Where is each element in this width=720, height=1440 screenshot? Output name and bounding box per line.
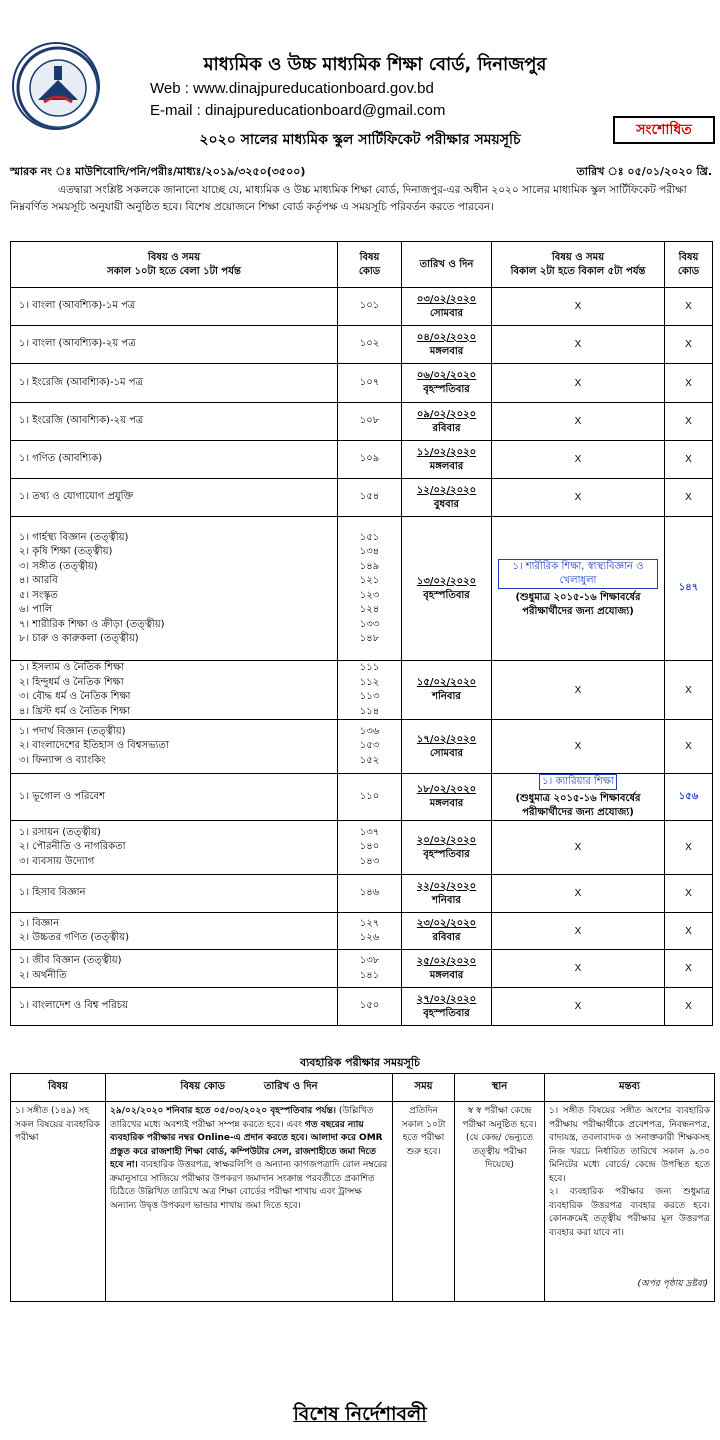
row-date xyxy=(402,875,492,913)
date-text: ১৫/০২/২০২০ xyxy=(416,677,477,688)
date-text: ০৯/০২/২০২০ xyxy=(416,408,477,420)
row-subjects: ১। ইসলাম ও নৈতিক শিক্ষা ২। হিন্দুধর্ম ও নৈতিক শিক্ষা ৩। বৌদ্ধ ধর্ম ও নৈতিক শিক্ষা ৪। খ্রিস্ট ধর্ম ও নৈতিক শিক্ষা xyxy=(11,661,338,720)
row-date xyxy=(402,661,492,720)
row-pm-code: X xyxy=(665,403,713,441)
day-text: বুধবার xyxy=(433,498,460,510)
row-date xyxy=(402,913,492,950)
schedule-row xyxy=(11,441,713,479)
day-text: শনিবার xyxy=(432,691,461,702)
schedule-row xyxy=(11,288,713,326)
row-pm-code: X xyxy=(665,720,713,774)
date-text: ১৩/০২/২০২০ xyxy=(416,575,477,587)
day-text: সোমবার xyxy=(429,307,464,319)
schedule-row xyxy=(11,403,713,441)
row-date xyxy=(402,441,492,479)
website-text: Web : www.dinajpureducationboard.gov.bd xyxy=(150,80,434,97)
date-text: ১১/০২/২০২০ xyxy=(416,446,477,458)
row-subjects: ১। বিজ্ঞান ২। উচ্চতর গণিত (তত্ত্বীয়) xyxy=(11,913,338,950)
day-text: রবিবার xyxy=(432,422,461,434)
date-header: তারিখ ও দিন xyxy=(402,242,492,288)
row-date xyxy=(402,364,492,403)
schedule-row xyxy=(11,875,713,913)
row-subjects: ১। রসায়ন (তত্ত্বীয়) ২। পৌরনীতি ও নাগরিকতা ৩। ব্যবসায় উদ্যোগ xyxy=(11,821,338,875)
next-page-note: (অপর পৃষ্ঠায় দ্রষ্টব্য) xyxy=(637,1279,708,1289)
row-subjects: ১। বাংলা (আবশ্যিক)-১ম পত্র xyxy=(11,288,338,326)
practical-row xyxy=(11,1102,715,1302)
date-text: ২৩/০২/২০২০ xyxy=(416,918,477,929)
row-date xyxy=(402,288,492,326)
row-codes: ১১০ xyxy=(338,774,402,821)
date-text: ০৩/০২/২০২০ xyxy=(416,293,477,305)
row-codes: ১০৮ xyxy=(338,403,402,441)
prac-date-cell xyxy=(106,1102,393,1302)
row-pm-code: X xyxy=(665,326,713,364)
row-codes: ১৩৭ ১৪০ ১৪৩ xyxy=(338,821,402,875)
row-codes: ১০৯ xyxy=(338,441,402,479)
row-date xyxy=(402,950,492,988)
day-text: রবিবার xyxy=(432,932,461,943)
date-text: ২৫/০২/২০২০ xyxy=(416,955,477,967)
row-subjects: ১। তথ্য ও যোগাযোগ প্রযুক্তি xyxy=(11,479,338,517)
prac-remark-1: ১। সঙ্গীত বিষয়ের সঙ্গীত অংশের ব্যবহারিক পরীক্ষায় পরীক্ষার্থীকে প্রবেশপত্র, নিবন্ধনপত্র, বাদ্যযন্ত্র, তবলাবাদক ও সনাক্তকারী শিক্ষকসহ নিজ খরচে নির্ধারিত তারিখে সকাল ৯.৩০ মিনিটের মধ্যে বোর্ডে/ কেন্দ্রে উপস্থিত হতে হবে। xyxy=(549,1106,711,1184)
row-pm-subject: X xyxy=(492,950,665,988)
schedule-header-row xyxy=(11,242,713,288)
practical-table xyxy=(10,1073,715,1302)
date-text: ২৭/০২/২০২০ xyxy=(416,993,477,1005)
row-pm-code: X xyxy=(665,950,713,988)
row-codes: ১১১ ১১২ ১১৩ ১১৪ xyxy=(338,661,402,720)
special-instructions-title: বিশেষ নির্দেশাবলী xyxy=(293,1403,427,1425)
memo-date: তারিখ ঃ ০৫/০১/২০২০ খ্রি. xyxy=(576,165,712,178)
row-codes: ১৫০ xyxy=(338,988,402,1026)
row-pm-subject: X xyxy=(492,913,665,950)
prac-code-date-header xyxy=(106,1074,393,1102)
intro-paragraph: এতদ্বারা সংশ্লিষ্ট সকলকে জানানো যাচ্ছে যে, মাধ্যমিক ও উচ্চ মাধ্যমিক শিক্ষা বোর্ড, দিনাজপুর-এর অধীন ২০২০ সালের মাধ্যমিক স্কুল সার্টিফিকেট পরীক্ষা নিম্নবর্ণিত সময়সূচি অনুযায়ী অনুষ্ঠিত হবে। বিশেষ প্রয়োজনে শিক্ষা বোর্ড কর্তৃপক্ষ এ সময়সূচি পরিবর্তন করতে পারবেন। xyxy=(10,184,687,213)
row-date xyxy=(402,326,492,364)
row-subjects: ১। গার্হস্থ্য বিজ্ঞান (তত্ত্বীয়) ২। কৃষি শিক্ষা (তত্ত্বীয়) ৩। সঙ্গীত (তত্ত্বীয়) ৪। আরবি ৫। সংস্কৃত ৬। পালি ৭। শারীরিক শিক্ষা ও ক্রীড়া (তত্ত্বীয়) ৮। চারু ও কারুকলা (তত্ত্বীয়) xyxy=(11,517,338,661)
prac-remark-2: ২। ব্যবহারিক পরীক্ষার জন্য শুধুমাত্র ব্যবহারিক উত্তরপত্র ব্যবহার করতে হবে। কোনক্রমেই তত্ত্বীয় পরীক্ষার মূল উত্তরপত্র ব্যবহার করা যাবে না। xyxy=(549,1187,711,1238)
row-pm-subject: X xyxy=(492,875,665,913)
pm-subject-note: (শুধুমাত্র ২০১৫-১৬ শিক্ষাবর্ষের পরীক্ষার্থীদের জন্য প্রযোজ্য) xyxy=(515,793,641,818)
row-codes: ১৫৪ xyxy=(338,479,402,517)
date-text: ০৬/০২/২০২০ xyxy=(416,370,477,381)
row-pm-code: X xyxy=(665,661,713,720)
prac-code-header: বিষয় কোড xyxy=(180,1081,226,1092)
row-date xyxy=(402,988,492,1026)
prac-remark-header: মন্তব্য xyxy=(545,1074,715,1102)
prac-time: প্রতিদিন সকাল ১০টা হতে পরীক্ষা শুরু হবে। xyxy=(393,1102,455,1302)
row-subjects: ১। ভূগোল ও পরিবেশ xyxy=(11,774,338,821)
row-pm-code: X xyxy=(665,875,713,913)
day-text: বৃহস্পতিবার xyxy=(423,589,470,601)
memo-reference: স্মারক নং ঃ মাউশিবোদি/পনি/পরীঃ/মাধ্যঃ/২০১৯/৩২৫০(৩৫০০) xyxy=(10,165,306,178)
prac-place: স্ব স্ব পরীক্ষা কেন্দ্রে পরীক্ষা অনুষ্ঠিত হবে। (যে কেন্দ্র/ ভেন্যুতে তত্ত্বীয় পরীক্ষা দিয়েছে) xyxy=(455,1102,545,1302)
row-date xyxy=(402,479,492,517)
row-pm-code: ১৫৬ xyxy=(665,774,713,821)
schedule-row xyxy=(11,988,713,1026)
row-date xyxy=(402,821,492,875)
row-subjects: ১। জীব বিজ্ঞান (তত্ত্বীয়) ২। অর্থনীতি xyxy=(11,950,338,988)
row-pm-code: X xyxy=(665,821,713,875)
row-subjects: ১। বাংলা (আবশ্যিক)-২য় পত্র xyxy=(11,326,338,364)
prac-time-header: সময় xyxy=(393,1074,455,1102)
row-subjects: ১। ইংরেজি (আবশ্যিক)-২য় পত্র xyxy=(11,403,338,441)
prac-date-note: (উল্লিখিত তারিখের মধ্যে অবশ্যই পরীক্ষা সম্পন্ন করতে হবে। এবং xyxy=(110,1106,374,1130)
row-date xyxy=(402,517,492,661)
code-header: বিষয় কোড xyxy=(338,242,402,288)
row-pm-code: X xyxy=(665,288,713,326)
row-pm-subject: X xyxy=(492,288,665,326)
schedule-row xyxy=(11,720,713,774)
row-codes: ১৩৮ ১৪১ xyxy=(338,950,402,988)
schedule-row xyxy=(11,661,713,720)
day-text: মঙ্গলবার xyxy=(429,345,464,357)
pm-subject-note: (শুধুমাত্র ২০১৫-১৬ শিক্ষাবর্ষের পরীক্ষার্থীদের জন্য প্রযোজ্য) xyxy=(515,591,641,617)
row-subjects: ১। ইংরেজি (আবশ্যিক)-১ম পত্র xyxy=(11,364,338,403)
email-text: E-mail : dinajpureducationboard@gmail.com xyxy=(150,102,446,119)
row-pm-code: X xyxy=(665,479,713,517)
prac-place-header: স্থান xyxy=(455,1074,545,1102)
row-subjects: ১। পদার্থ বিজ্ঞান (তত্ত্বীয়) ২। বাংলাদেশের ইতিহাস ও বিশ্বসভ্যতা ৩। ফিন্যান্স ও ব্যাংকিং xyxy=(11,720,338,774)
practical-header-row xyxy=(11,1074,715,1102)
row-pm-code: X xyxy=(665,364,713,403)
am-subject-header: বিষয় ও সময় সকাল ১০টা হতে বেলা ১টা পর্যন্ত xyxy=(11,242,338,288)
row-pm-code: X xyxy=(665,913,713,950)
row-pm-subject: X xyxy=(492,403,665,441)
pm-subject-name: ১। ক্যারিয়ার শিক্ষা xyxy=(539,774,617,790)
row-codes: ১২৭ ১২৬ xyxy=(338,913,402,950)
row-pm-subject: X xyxy=(492,661,665,720)
schedule-row xyxy=(11,950,713,988)
schedule-row xyxy=(11,821,713,875)
row-pm-subject: X xyxy=(492,720,665,774)
pm-subject-name: ১। শারীরিক শিক্ষা, স্বাস্থ্যবিজ্ঞান ও খেলাধুলা xyxy=(498,559,658,589)
schedule-row xyxy=(11,479,713,517)
row-pm-code: X xyxy=(665,988,713,1026)
row-pm-subject: X xyxy=(492,441,665,479)
row-date xyxy=(402,774,492,821)
prac-subject-header: বিষয় xyxy=(11,1074,106,1102)
exam-schedule-table xyxy=(10,241,713,1026)
date-text: ১২/০২/২০২০ xyxy=(416,484,477,496)
row-codes: ১৪৬ xyxy=(338,875,402,913)
day-text: বৃহস্পতিবার xyxy=(423,848,470,860)
row-codes: ১০৭ xyxy=(338,364,402,403)
row-pm-subject: X xyxy=(492,326,665,364)
board-name: মাধ্যমিক ও উচ্চ মাধ্যমিক শিক্ষা বোর্ড, দিনাজপুর xyxy=(203,54,547,75)
practical-title: ব্যবহারিক পরীক্ষার সময়সূচি xyxy=(300,1056,420,1069)
prac-date-header: তারিখ ও দিন xyxy=(263,1081,318,1092)
schedule-row xyxy=(11,913,713,950)
row-pm-subject: X xyxy=(492,988,665,1026)
day-text: সোমবার xyxy=(429,747,464,759)
date-text: ২২/০২/২০২০ xyxy=(416,880,477,892)
row-pm-subject: X xyxy=(492,364,665,403)
row-pm-code: ১৪৭ xyxy=(665,517,713,661)
row-codes: ১৫১ ১৩৪ ১৪৯ ১২১ ১২৩ ১২৪ ১৩৩ ১৪৮ xyxy=(338,517,402,661)
board-logo xyxy=(12,42,100,130)
prac-remarks xyxy=(545,1102,715,1302)
day-text: শনিবার xyxy=(432,894,461,906)
schedule-row xyxy=(11,517,713,661)
prac-submission-note: ব্যবহারিক উত্তরপত্র, স্বাক্ষরলিপি ও অন্যান্য কাগজপত্রাদি রোল নম্বরের ক্রমানুসারে সাজিয়ে পরীক্ষার উপকরণ জমাদান সংক্রান্ত পরবর্তীতে প্রকাশিত চিঠিতে উল্লিখিত তারিখে অত্র শিক্ষা বোর্ডের পরীক্ষা শাখায় এবং ট্রান্সক্ষ অন্যান্য উদ্বৃত্ত উপকরণ ভান্ডার শাখায় জমা দিতে হবে। xyxy=(110,1160,388,1211)
row-pm-code: X xyxy=(665,441,713,479)
day-text: মঙ্গলবার xyxy=(429,460,464,472)
day-text: মঙ্গলবার xyxy=(429,798,464,809)
row-subjects: ১। হিসাব বিজ্ঞান xyxy=(11,875,338,913)
prac-subject: ১। সঙ্গীত (১৪৯) সহ সকল বিষয়ের ব্যবহারিক পরীক্ষা xyxy=(11,1102,106,1302)
row-date xyxy=(402,720,492,774)
letterhead xyxy=(0,0,720,213)
row-date xyxy=(402,403,492,441)
schedule-row xyxy=(11,364,713,403)
row-subjects: ১। গণিত (আবশ্যিক) xyxy=(11,441,338,479)
schedule-row xyxy=(11,326,713,364)
day-text: বৃহস্পতিবার xyxy=(423,384,470,395)
day-text: মঙ্গলবার xyxy=(429,969,464,981)
pm-subject-header: বিষয় ও সময় বিকাল ২টা হতে বিকাল ৫টা পর্যন্ত xyxy=(492,242,665,288)
date-text: ২০/০২/২০২০ xyxy=(416,834,477,846)
exam-title: ২০২০ সালের মাধ্যমিক স্কুল সার্টিফিকেট পরীক্ষার সময়সূচি xyxy=(199,132,521,148)
row-codes: ১০১ xyxy=(338,288,402,326)
row-codes: ১০২ xyxy=(338,326,402,364)
prac-online-note: গত বছরের ন্যায় ব্যবহারিক পরীক্ষার নম্বর Online-এ প্রদান করতে হবে। আলাদা করে OMR প্রস্তুত করে রাজশাহী শিক্ষা বোর্ড, কম্পিউটার সেল, রাজশাহীতে জমা দিতে হবে না। xyxy=(110,1119,383,1170)
row-pm-subject: X xyxy=(492,821,665,875)
revised-badge: সংশোধিত xyxy=(613,116,715,144)
pm-code-header: বিষয় কোড xyxy=(665,242,713,288)
prac-date-range: ২৯/০২/২০২০ শনিবার হতে ০৫/০৩/২০২০ বৃহস্পতিবার পর্যন্ত। xyxy=(110,1106,337,1116)
date-text: ০৪/০২/২০২০ xyxy=(416,331,477,343)
day-text: বৃহস্পতিবার xyxy=(423,1007,470,1019)
date-text: ১৭/০২/২০২০ xyxy=(416,733,477,745)
schedule-row xyxy=(11,774,713,821)
row-pm-subject: X xyxy=(492,479,665,517)
row-codes: ১৩৬ ১৫৩ ১৫২ xyxy=(338,720,402,774)
row-pm-subject xyxy=(492,774,665,821)
row-pm-subject xyxy=(492,517,665,661)
date-text: ১৮/০২/২০২০ xyxy=(416,784,477,795)
row-subjects: ১। বাংলাদেশ ও বিশ্ব পরিচয় xyxy=(11,988,338,1026)
